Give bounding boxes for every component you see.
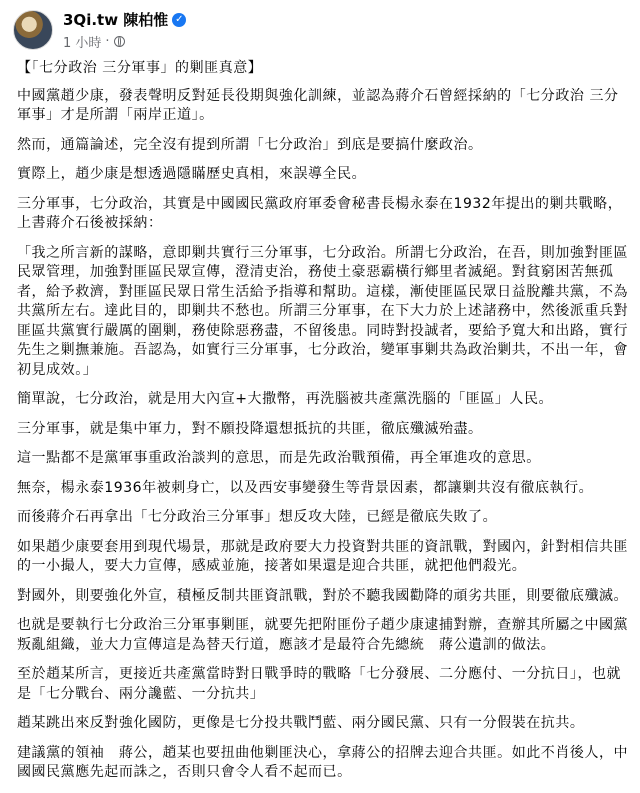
post-paragraph: 對國外，則要強化外宣，積極反制共匪資訊戰，對於不聽我國勸降的頑劣共匪，則要徹底殲滅。 bbox=[17, 587, 629, 604]
post-paragraph: 趙某跳出來反對強化國防，更像是七分投共戰鬥藍、兩分國民黨、只有一分假裝在抗共。 bbox=[17, 715, 585, 731]
post-paragraph: 建議黨的領袖 蔣公，趙某也要扭曲他剿匪決心，拿蔣公的招牌去迎合共匪。如此不肖後人，中國國民黨應先起而誅之，否則只會令人看不起而已。 bbox=[17, 744, 629, 780]
post-body bbox=[17, 59, 629, 793]
post-paragraph: 三分軍事，七分政治，其實是中國國民黨政府軍委會秘書長楊永泰在1932年提出的剿共戰略，上書蔣介石後被採納： bbox=[17, 195, 623, 231]
post-paragraph: 然而，通篇論述，完全沒有提到所謂「七分政治」到底是要搞什麼政治。 bbox=[17, 136, 483, 153]
post-paragraph: 至於趙某所言，更接近共產黨當時對日戰爭時的戰略「七分發展、二分應付、一分抗日」，也就是「七分戰台、兩分讒藍、一分抗共」 bbox=[17, 666, 622, 702]
post-paragraph: 簡單說，七分政治，就是用大內宣+大撒幣，再洗腦被共產黨洗腦的「匪區」人民。 bbox=[17, 391, 554, 407]
post-meta bbox=[63, 9, 186, 51]
post-paragraph: 這一點都不是黨軍事重政治談判的意思，而是先政治戰預備，再全軍進攻的意思。 bbox=[17, 450, 541, 466]
author-row bbox=[63, 9, 186, 30]
post-paragraph: 也就是要執行七分政治三分軍事剿匪，就要先把附匪份子趙少康逮捕對辦，查辦其所屬之中國黨叛亂組織，並大力宣傳這是為替天行道，應該才是最符合先總統 蔣公遺訓的做法。 bbox=[17, 617, 629, 653]
post-time-row bbox=[63, 32, 186, 51]
author-name[interactable]: 3Qi.tw 陳柏惟 bbox=[63, 11, 169, 29]
meta-separator: · bbox=[105, 34, 110, 49]
post-paragraph: 無奈，楊永泰1936年被刺身亡，以及西安事變發生等背景因素，都讓剿共沒有徹底執行。 bbox=[17, 479, 594, 496]
globe-icon[interactable] bbox=[114, 36, 125, 47]
author-avatar[interactable] bbox=[13, 10, 53, 50]
verified-badge-icon: ✓ bbox=[172, 13, 186, 27]
post-paragraph: 如果趙少康要套用到現代場景，那就是政府要大力投資對共匪的資訊戰，對國內，針對相信共匪的一小撮人，要大力宣傳，感威並施，接著如果還是迎合共匪，就把他們殺光。 bbox=[17, 538, 629, 574]
post-title: 【「七分政治 三分軍事」的剿匪真意】 bbox=[17, 60, 263, 76]
post-header bbox=[13, 7, 186, 53]
post-paragraph: 而後蔣介石再拿出「七分政治三分軍事」想反攻大陸，已經是徹底失敗了。 bbox=[17, 509, 498, 525]
post-timestamp[interactable]: 1 小時 bbox=[63, 36, 102, 51]
post-paragraph: 三分軍事，就是集中軍力，對不願投降還想抵抗的共匪，徹底殲滅殆盡。 bbox=[17, 420, 483, 437]
post-paragraph: 實際上，趙少康是想透過隱瞞歷史真相，來誤導全民。 bbox=[17, 166, 367, 182]
post-paragraph: 中國黨趙少康，發表聲明反對延長役期與強化訓練，並認為蔣介石曾經採納的「七分政治 三分軍事」才是所謂「兩岸正道」。 bbox=[17, 87, 619, 123]
post-quote-paragraph: 「我之所言新的謀略，意即剿共實行三分軍事，七分政治。所謂七分政治，在吾，則加強對匪區民眾管理，加強對匪區民眾宣傳，澄清吏治，務使土豪惡霸橫行鄉里者滅絕。對貧窮困苦無孤者，給予救濟，對匪區民眾日常生活給予指導和幫助。這樣，漸使匪區民眾日益脫離共黨，不為共黨所左右。達此目的，即剿共不愁也。所謂三分軍事，在下大力於上述諸務中，然後派重兵對匪區共黨實行嚴厲的圍剿，務使除惡務盡，不留後患。同時對投誠者，要給予寬大和出路，實行先生之剿撫兼施。吾認為，如實行三分軍事，七分政治，變軍事剿共為政治剿共，不出一年，會初見成效。」 bbox=[17, 244, 629, 378]
